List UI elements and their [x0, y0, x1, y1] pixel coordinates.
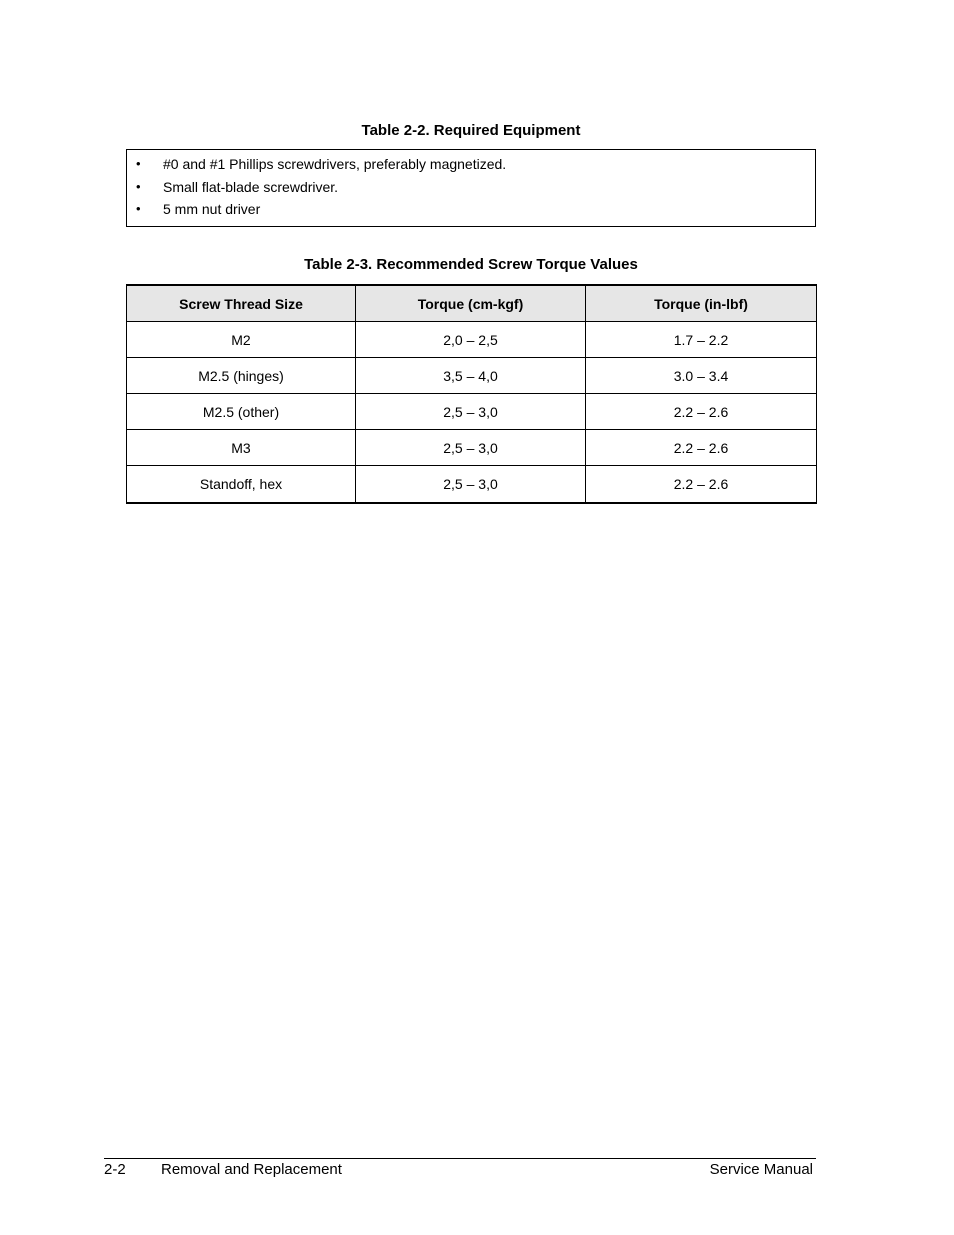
table-row: [127, 466, 817, 504]
cell-torque-cm-kgf: 2,0 – 2,5: [356, 322, 586, 358]
torque-table-caption: Table 2-3. Recommended Screw Torque Values: [304, 256, 638, 273]
cell-thread-size: M2.5 (other): [127, 394, 356, 430]
cell-thread-size: M2: [127, 322, 356, 358]
column-header-torque-cm-kgf: Torque (cm-kgf): [356, 285, 586, 322]
table-row: [127, 430, 817, 466]
required-equipment-box: [126, 149, 816, 227]
equipment-item-text: Small flat-blade screwdriver.: [163, 178, 339, 195]
cell-torque-cm-kgf: 2,5 – 3,0: [356, 466, 586, 504]
cell-torque-in-lbf: 2.2 – 2.6: [586, 430, 817, 466]
cell-torque-in-lbf: 3.0 – 3.4: [586, 358, 817, 394]
table-row: [127, 358, 817, 394]
bullet-icon: •: [136, 178, 141, 194]
footer-section-title: Removal and Replacement: [161, 1161, 342, 1178]
footer-manual-title: Service Manual: [709, 1161, 813, 1178]
equipment-item-text: #0 and #1 Phillips screwdrivers, preferably magnetized.: [163, 156, 507, 172]
equipment-item-text: 5 mm nut driver: [163, 201, 261, 217]
cell-torque-cm-kgf: 3,5 – 4,0: [356, 358, 586, 394]
torque-values-table: [126, 284, 817, 504]
cell-thread-size: Standoff, hex: [127, 466, 356, 504]
footer-divider: [104, 1158, 816, 1159]
cell-thread-size: M2.5 (hinges): [127, 358, 356, 394]
equipment-table-caption: Table 2-2. Required Equipment: [361, 122, 581, 139]
column-header-thread-size: Screw Thread Size: [127, 285, 356, 322]
cell-torque-cm-kgf: 2,5 – 3,0: [356, 430, 586, 466]
footer-page-number: 2-2: [104, 1161, 126, 1178]
cell-torque-in-lbf: 2.2 – 2.6: [586, 466, 817, 504]
column-header-torque-in-lbf: Torque (in-lbf): [586, 285, 817, 322]
bullet-icon: •: [136, 201, 141, 216]
cell-torque-in-lbf: 2.2 – 2.6: [586, 394, 817, 430]
cell-thread-size: M3: [127, 430, 356, 466]
bullet-icon: •: [136, 156, 141, 171]
cell-torque-in-lbf: 1.7 – 2.2: [586, 322, 817, 358]
table-header-row: [127, 285, 817, 322]
table-row: [127, 322, 817, 358]
cell-torque-cm-kgf: 2,5 – 3,0: [356, 394, 586, 430]
table-row: [127, 394, 817, 430]
